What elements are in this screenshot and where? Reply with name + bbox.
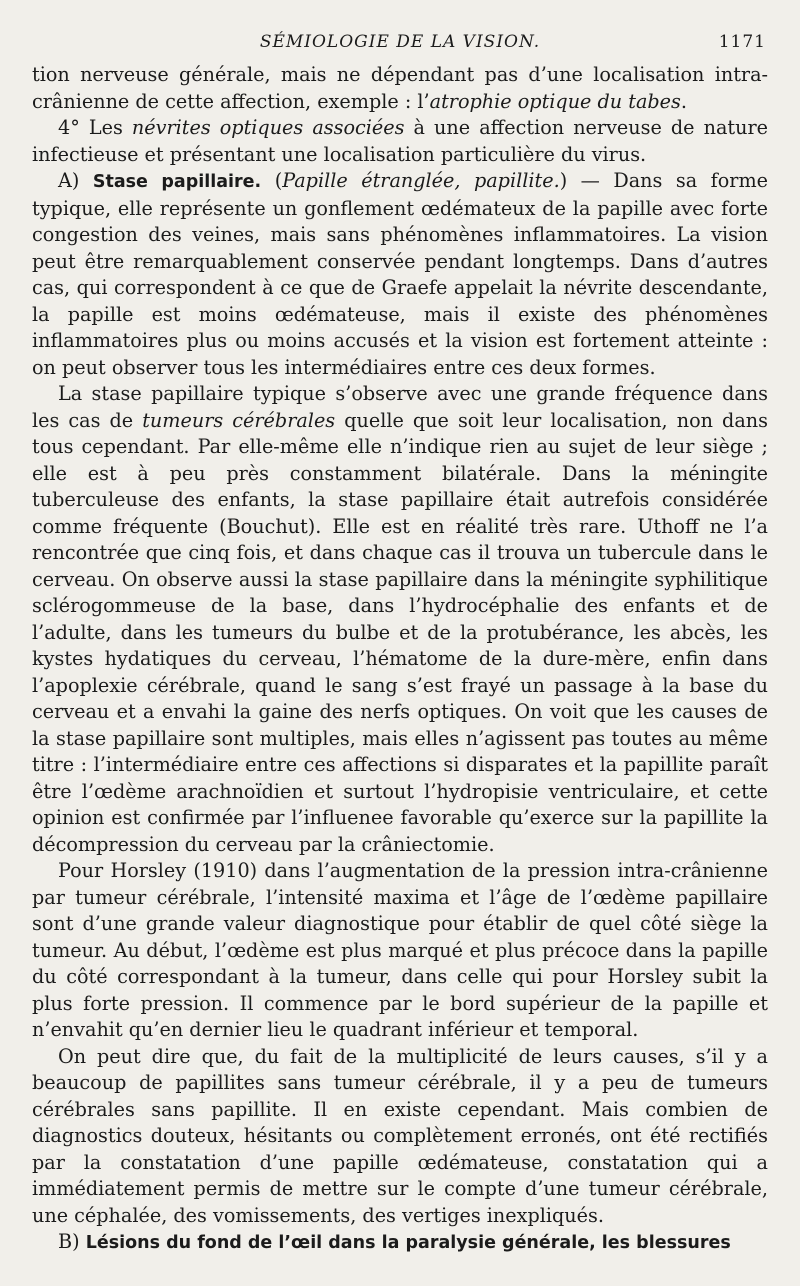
section-heading: Lésions du fond de l’œil dans la paralysie générale, les blessures [85,1233,731,1253]
paragraph-4 [32,381,768,858]
running-title: SÉMIOLOGIE DE LA VISION. [259,32,541,52]
paragraph-text: On peut dire que, du fait de la multiplicité de leurs causes, s’il y a beaucoup de papillites sans tumeur cérébrale, il y a peu de tumeurs cérébrales sans papillite. Il en existe cependant. Mais combien de diagnostics douteux, hésitants ou complètement erronés, ont été rectifiés par la constatation d’une papille œdémateuse, constatation qui a immédiatement permis de mettre sur le compte d’une tumeur cérébrale, une céphalée, des vomissements, des vertiges inexpliqués. [32,1044,768,1227]
paragraph-5 [32,858,768,1044]
punctuation: . [680,89,687,113]
paragraph-2 [32,115,768,168]
paragraph-1 [32,62,768,115]
section-marker: B) [58,1230,86,1253]
section-marker: A) [58,169,93,192]
section-heading: Stase papillaire. [92,172,262,192]
paragraph-text: quelle que soit leur localisation, non dans tous cependant. Par elle-même elle n’indique rien au sujet de leur siège ; elle est à peu près constamment bilatérale. Dans la méningite tuberculeuse des enfants, la stase papillaire était autrefois considérée comme fréquente (Bouchut). Elle est en réalité très rare. Uthoff ne l’a rencontrée que cinq fois, et dans chaque cas il trouva un tubercule dans le cerveau. On observe aussi la stase papillaire dans la méningite syphilitique sclérogommeuse de la base, dans l’hydrocéphalie des enfants et de l’adulte, dans les tumeurs du bulbe et de la protubérance, les abcès, les kystes hydatiques du cerveau, l’hématome de la dure-mère, enfin dans l’apoplexie cérébrale, quand le sang s’est frayé un passage à la base du cerveau et a envahi la gaine des nerfs optiques. On voit que les causes de la stase papillaire sont multiples, mais elles n’agissent pas toutes au même titre : l’intermédiaire entre ces affections si disparates et la papillite paraît être l’œdème arachnoïdien et surtout l’hydropisie ventriculaire, et cette opinion est confirmée par l’influenee favorable qu’exerce sur la papillite la décompression du cerveau par la crâniectomie. [32,408,768,856]
page-number: 1171 [718,32,766,52]
italic-term: tumeurs cérébrales [142,408,336,432]
italic-term: névrites optiques associées [131,116,405,139]
italic-term: Papille étranglée, papillite. [282,169,560,192]
paragraph-7 [32,1229,768,1257]
paragraph-text: à une affection nerveuse de nature infectieuse et présentant une localisation particulière du virus. [32,116,769,166]
paragraph-text: tion nerveuse générale, mais ne dépendant pas d’une localisation intra-crânienne de cette affection, exemple : l’ [32,63,768,113]
paragraph-3 [32,168,768,381]
paragraph-text: ) — Dans sa forme typique, elle représente un gonflement œdémateux de la papille avec forte congestion des veines, mais sans phénomènes inflammatoires. La vision peut être remarquablement conservée pendant longtemps. Dans d’autres cas, qui correspondent à ce que de Graefe appelait la névrite descendante, la papille est moins œdémateuse, mais il existe des phénomènes inflammatoires plus ou moins accusés et la vision est fortement atteinte : on peut observer tous les intermédiaires entre ces deux formes. [32,169,768,379]
body-text [32,62,768,1257]
list-number: 4° Les [58,116,132,139]
paragraph-text: La stase papillaire typique s’observe avec une grande fréquence dans les cas de [32,382,768,432]
page-header [32,22,768,62]
italic-term: atrophie optique du tabes [429,89,681,113]
parenthesis: ( [261,169,283,192]
paragraph-text: Pour Horsley (1910) dans l’augmentation de la pression intra-crânienne par tumeur cérébrale, l’intensité maxima et l’âge de l’œdème papillaire sont d’une grande valeur diagnostique pour établir de quel côté siège la tumeur. Au début, l’œdème est plus marqué et plus précoce dans la papille du côté correspondant à la tumeur, dans celle qui pour Horsley subit la plus forte pression. Il commence par le bord supérieur de la papille et n’envahit qu’en dernier lieu le quadrant inférieur et temporal. [32,859,768,1041]
paragraph-6 [32,1044,768,1230]
